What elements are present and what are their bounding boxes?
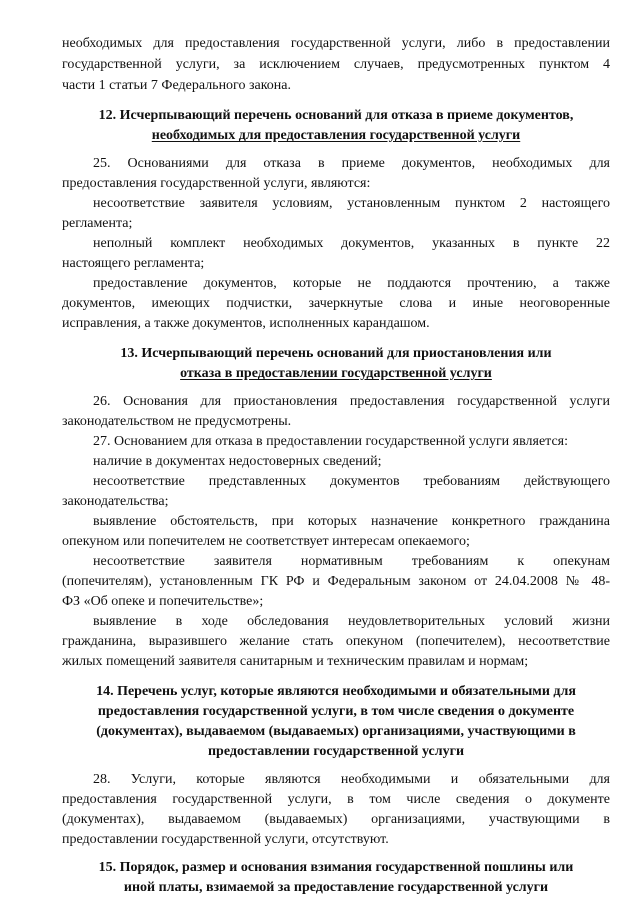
- section-heading-line: 15. Порядок, размер и основания взимания государственной пошлины или: [98, 860, 574, 875]
- section-heading-line: иной платы, взимаемой за предоставление государственной услуги: [123, 880, 549, 895]
- text-line: (попечителям), установленным ГК РФ и Федеральным законом от 24.04.2008 № 48-: [62, 574, 610, 589]
- section-heading-line: 12. Исчерпывающий перечень оснований для отказа в приеме документов,: [98, 108, 574, 123]
- text-line: предоставлении государственной услуги, отсутствуют.: [62, 832, 389, 847]
- text-line: регламента;: [62, 216, 133, 231]
- text-line: гражданина, выразившего желание стать опекуном (попечителем), несоответствие: [62, 634, 610, 649]
- text-line: неполный комплект необходимых документов, указанных в пункте 22: [93, 236, 610, 251]
- text-line: предоставления государственной услуги, являются:: [62, 176, 371, 191]
- text-line: предоставления государственной услуги, в том числе сведения о документе: [62, 792, 610, 807]
- text-line: документов, имеющих подчистки, зачеркнутые слова и иные неоговоренные: [62, 296, 610, 311]
- section-heading-line: 13. Исчерпывающий перечень оснований для приостановления или: [120, 346, 552, 361]
- text-line: опекуном или попечителем не соответствует интересам опекаемого;: [62, 534, 470, 549]
- text-line: государственной услуги, за исключением случаев, предусмотренных пунктом 4: [62, 57, 610, 72]
- section-heading-line: предоставления государственной услуги, в том числе сведения о документе: [97, 704, 575, 719]
- text-line: несоответствие представленных документов требованиям действующего: [93, 474, 610, 489]
- section-heading-line: (документах), выдаваемом (выдаваемых) организациями, участвующими в: [96, 724, 576, 739]
- text-line: законодательства;: [62, 494, 169, 509]
- text-line: несоответствие заявителя нормативным требованиям к опекунам: [93, 554, 610, 569]
- text-line: (документах), выдаваемом (выдаваемых) организациями, участвующими в: [62, 812, 610, 827]
- text-line: несоответствие заявителя условиям, установленным пунктом 2 настоящего: [93, 196, 610, 211]
- text-line: 28. Услуги, которые являются необходимыми и обязательными для: [93, 772, 610, 787]
- text-line: жилых помещений заявителя санитарным и техническим правилам и нормам;: [62, 654, 529, 669]
- section-heading-line: [62, 364, 610, 384]
- text-line: выявление в ходе обследования неудовлетворительных условий жизни: [93, 614, 610, 629]
- section-heading-line: [62, 126, 610, 146]
- text-line: исправления, а также документов, исполненных карандашом.: [62, 316, 430, 331]
- text-line: 26. Основания для приостановления предоставления государственной услуги: [93, 394, 610, 409]
- text-line: предоставление документов, которые не поддаются прочтению, а также: [93, 276, 610, 291]
- text-line: необходимых для предоставления государственной услуги, либо в предоставлении: [62, 36, 610, 51]
- section-heading-line: предоставлении государственной услуги: [207, 744, 465, 759]
- section-heading-line: 14. Перечень услуг, которые являются необходимыми и обязательными для: [96, 684, 576, 699]
- text-line: наличие в документах недостоверных сведений;: [93, 454, 382, 469]
- underlined-heading-text: необходимых для предоставления государственной услуги: [151, 128, 521, 143]
- underlined-heading-text: отказа в предоставлении государственной услуги: [180, 366, 492, 381]
- text-line: настоящего регламента;: [62, 256, 205, 271]
- text-line: законодательством не предусмотрены.: [62, 414, 292, 429]
- text-line: выявление обстоятельств, при которых назначение конкретного гражданина: [93, 514, 610, 529]
- text-line: 25. Основаниями для отказа в приеме документов, необходимых для: [93, 156, 610, 171]
- text-line: ФЗ «Об опеке и попечительстве»;: [62, 594, 264, 609]
- text-line: части 1 статьи 7 Федерального закона.: [62, 78, 291, 93]
- text-line: 27. Основанием для отказа в предоставлении государственной услуги является:: [93, 434, 569, 449]
